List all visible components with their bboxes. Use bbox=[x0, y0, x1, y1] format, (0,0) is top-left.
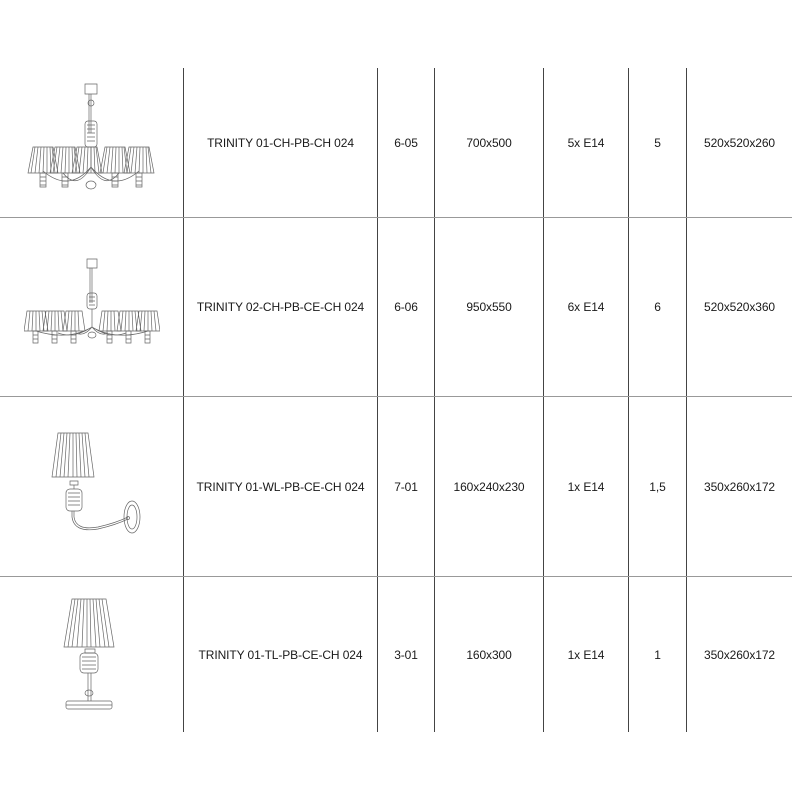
chandelier-6-arm-icon bbox=[0, 218, 183, 396]
chandelier-5-arm-icon bbox=[0, 68, 183, 217]
product-name: TRINITY 01-CH-PB-CH 024 bbox=[207, 135, 354, 150]
table-row bbox=[0, 68, 792, 217]
dimensions: 160x240x230 bbox=[453, 479, 525, 494]
product-name: TRINITY 01-TL-PB-CE-CH 024 bbox=[198, 647, 363, 662]
table-row bbox=[0, 577, 792, 732]
quantity: 5 bbox=[654, 135, 661, 150]
product-name: TRINITY 01-WL-PB-CE-CH 024 bbox=[196, 479, 365, 494]
page-ref: 3-01 bbox=[394, 647, 418, 662]
lamp-spec: 5x E14 bbox=[567, 135, 605, 150]
dimensions: 160x300 bbox=[466, 647, 512, 662]
package-size: 520x520x260 bbox=[704, 135, 775, 150]
table-row bbox=[0, 397, 792, 576]
quantity: 6 bbox=[654, 300, 661, 314]
package-size: 350x260x172 bbox=[704, 479, 775, 494]
package-size: 520x520x360 bbox=[704, 300, 775, 314]
page-ref: 7-01 bbox=[394, 479, 418, 494]
dimensions: 700x500 bbox=[466, 135, 512, 150]
package-size: 350x260x172 bbox=[704, 647, 775, 662]
table-row bbox=[0, 218, 792, 396]
quantity: 1 bbox=[654, 647, 661, 662]
page-ref: 6-05 bbox=[394, 135, 418, 150]
product-name: TRINITY 02-CH-PB-CE-CH 024 bbox=[196, 300, 365, 314]
lamp-spec: 6x E14 bbox=[567, 300, 605, 314]
page-ref: 6-06 bbox=[394, 300, 418, 314]
dimensions: 950x550 bbox=[466, 300, 512, 314]
wall-lamp-icon bbox=[0, 397, 183, 576]
lamp-spec: 1x E14 bbox=[567, 479, 605, 494]
lamp-spec: 1x E14 bbox=[567, 647, 605, 662]
table-lamp-icon bbox=[0, 577, 183, 732]
quantity: 1,5 bbox=[649, 479, 666, 494]
